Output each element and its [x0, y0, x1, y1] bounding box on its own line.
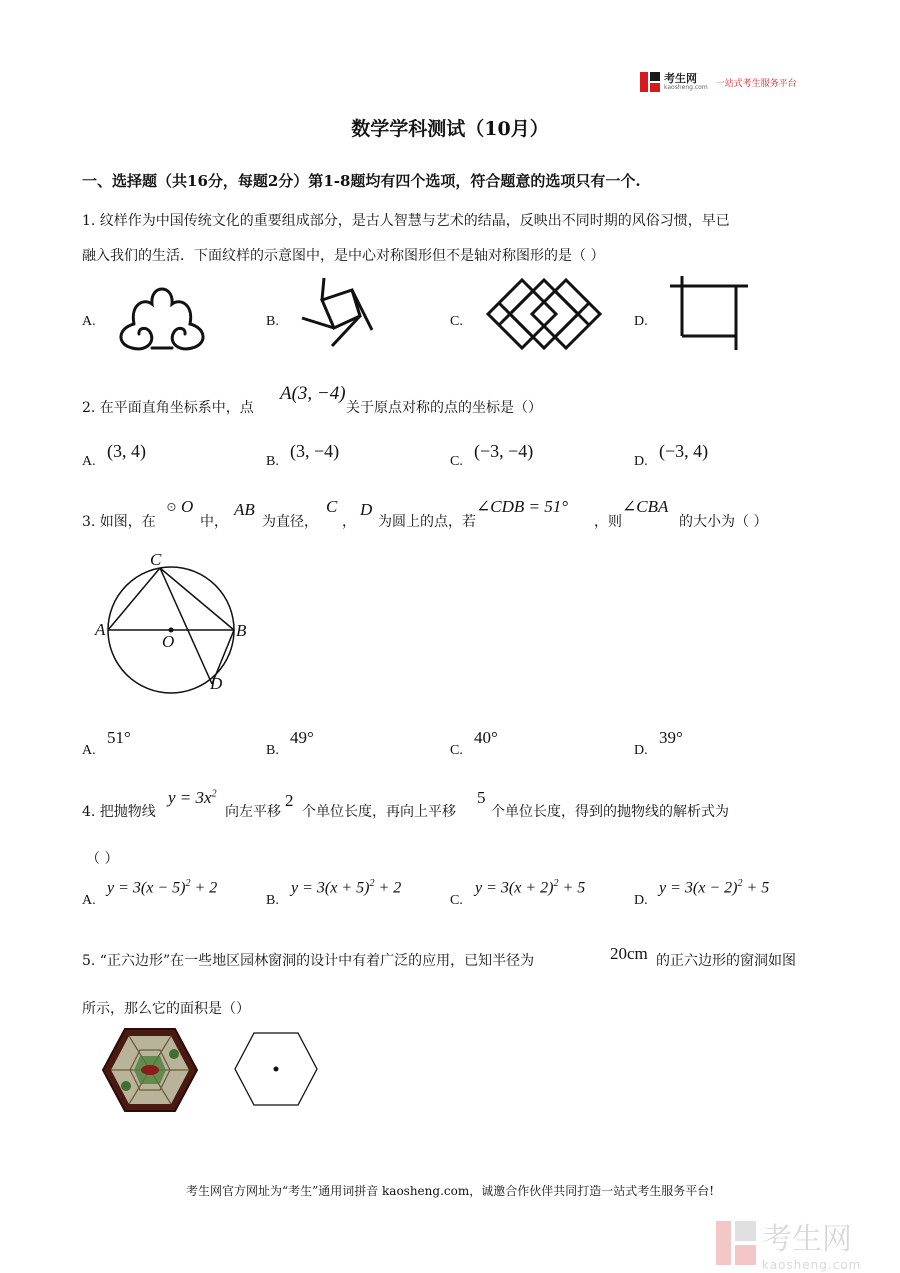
q5-window-photo-figure: [100, 1026, 200, 1114]
q3-text-part2: 中，: [200, 514, 228, 530]
q4-text-part3: 个单位长度，再向上平移: [302, 804, 456, 820]
q3-option-c-label: C.: [450, 743, 463, 758]
q1-option-d-label: D.: [634, 314, 648, 329]
q3-text-part3: 为直径，: [262, 514, 318, 530]
q3-o: O: [181, 497, 194, 516]
q3-text-part6: 的大小为（ ）: [679, 514, 768, 530]
q2-option-b-value: (3, −4): [290, 441, 340, 461]
brand-domain: kaosheng.com: [664, 84, 708, 91]
q3-option-d-label: D.: [634, 743, 648, 758]
brand-name: 考生网: [664, 72, 697, 85]
q2-point: A(3, −4): [280, 383, 346, 404]
q4-text-part2: 向左平移: [225, 804, 281, 820]
q1-option-c-label: C.: [450, 314, 463, 329]
q2-suffix: 关于原点对称的点的坐标是（）: [346, 400, 542, 416]
kaosheng-logo-icon: [640, 72, 660, 92]
q3-circle-symbol-icon: ⊙: [166, 500, 177, 515]
q3-option-a-label: A.: [82, 743, 96, 758]
q3-option-c-value: 40°: [474, 728, 498, 747]
q3-figure-label-c: C: [150, 550, 162, 569]
q3-comma: ，: [342, 514, 356, 530]
q3-text-part4: 为圆上的点，若: [378, 514, 476, 530]
q1-text-line1: 1. 纹样作为中国传统文化的重要组成部分，是古人智慧与艺术的结晶，反映出不同时期的风俗习惯，早已: [82, 213, 730, 229]
q1-cloud-pattern-figure: [112, 276, 212, 354]
brand-header: [640, 72, 797, 92]
q4-shift-up: 5: [477, 788, 486, 807]
q3-angle-cdb: ∠CDB = 51°: [476, 497, 569, 516]
page-title: 数学学科测试（10月）: [351, 118, 549, 140]
q3-option-b-value: 49°: [290, 728, 314, 747]
q5-radius: 20cm: [610, 944, 648, 963]
q2-option-a-label: A.: [82, 454, 96, 469]
q2-option-b-label: B.: [266, 454, 279, 469]
watermark: [716, 1214, 861, 1272]
q4-text-part4: 个单位长度，得到的抛物线的解析式为: [491, 804, 729, 820]
q3-option-b-label: B.: [266, 743, 279, 758]
q3-option-a-value: 51°: [107, 728, 131, 747]
page-footer: 考生网官方网址为“考生”通用词拼音 kaosheng.com，诚邀合作伙伴共同打造一站式考生服务平台!: [185, 1184, 715, 1198]
q1-pinwheel-figure: [292, 272, 382, 354]
q4-answer-paren: （ ）: [86, 851, 119, 867]
q4-text-part1: 4. 把抛物线: [82, 804, 156, 820]
q4-option-d-label: D.: [634, 893, 648, 908]
q4-option-a-value: $y = 3(x - 5)^2 + 2$: [107, 878, 218, 897]
q2-option-d-value: (−3, 4): [659, 441, 709, 461]
watermark-domain: kaosheng.com: [762, 1258, 862, 1272]
q3-d: D: [360, 500, 373, 519]
q4-option-b-label: B.: [266, 893, 279, 908]
q3-c: C: [326, 497, 338, 516]
q3-text-part5: ，则: [594, 514, 622, 530]
q1-option-a-label: A.: [82, 314, 96, 329]
q3-figure-label-a: A: [95, 620, 106, 639]
q4-option-c-value: $y = 3(x + 2)^2 + 5$: [475, 878, 586, 897]
q2-prefix: 2. 在平面直角坐标系中，点: [82, 400, 254, 416]
watermark-name: 考生网: [762, 1222, 852, 1257]
q4-shift-left: 2: [285, 791, 294, 810]
q3-figure-label-o: O: [162, 632, 175, 651]
q5-text-part1: 5. “正六边形”在一些地区园林窗洞的设计中有着广泛的应用，已知半径为: [82, 953, 535, 969]
q3-figure-label-d: D: [210, 674, 223, 693]
brand-slogan: 一站式考生服务平台: [715, 78, 797, 89]
q3-ab: AB: [234, 500, 255, 519]
q2-option-d-label: D.: [634, 454, 648, 469]
q5-text-part2: 的正六边形的窗洞如图: [656, 953, 796, 969]
q4-equation: $y = 3x^2$: [168, 788, 217, 807]
q2-option-c-value: (−3, −4): [474, 441, 534, 461]
q5-hexagon-figure: [232, 1030, 320, 1108]
q4-option-c-label: C.: [450, 893, 463, 908]
q3-angle-cba: ∠CBA: [622, 497, 669, 516]
q1-square-frame-figure: [666, 272, 752, 354]
q4-option-b-value: $y = 3(x + 5)^2 + 2$: [291, 878, 402, 897]
q4-option-a-label: A.: [82, 893, 96, 908]
q3-text-part1: 3. 如图，在: [82, 514, 156, 530]
q3-figure-label-b: B: [236, 621, 247, 640]
q1-lattice-knot-figure: [484, 276, 604, 352]
q4-option-d-value: $y = 3(x - 2)^2 + 5$: [659, 878, 770, 897]
watermark-logo-icon: [716, 1221, 756, 1265]
q2-option-a-value: (3, 4): [107, 441, 146, 461]
q3-option-d-value: 39°: [659, 728, 683, 747]
q5-text-line2: 所示，那么它的面积是（）: [82, 1001, 250, 1017]
q1-text-line2: 融入我们的生活．下面纹样的示意图中，是中心对称图形但不是轴对称图形的是（ ）: [82, 248, 605, 264]
q2-option-c-label: C.: [450, 454, 463, 469]
q1-option-b-label: B.: [266, 314, 279, 329]
section-heading: 一、选择题（共16分，每题2分）第1-8题均有四个选项，符合题意的选项只有一个.: [82, 172, 641, 190]
